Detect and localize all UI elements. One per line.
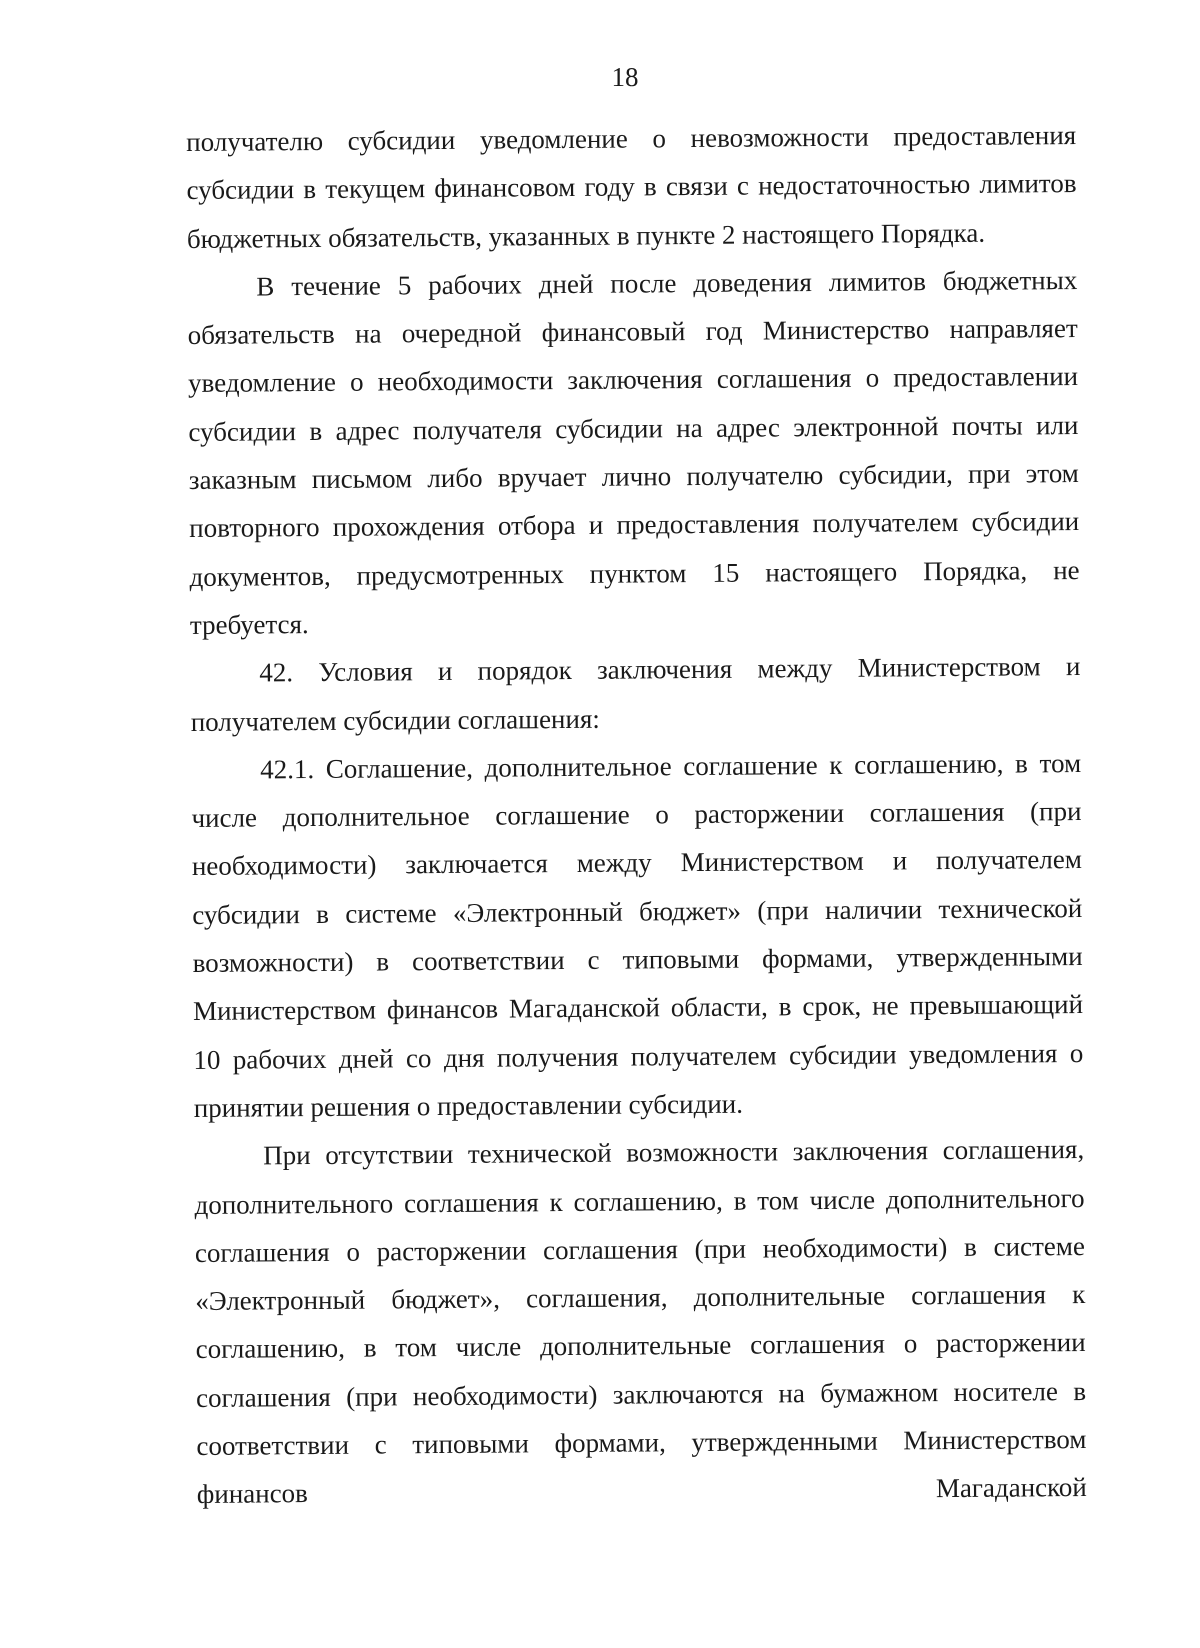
paragraph-item-42: 42. Условия и порядок заключения между Министерством и получателем субсидии соглашения: — [190, 651, 1081, 737]
paragraph-item-42-1: 42.1. Соглашение, дополнительное соглашение к соглашению, в том числе дополнительное соглашение о расторжении соглашения (при необходимости) заключается между Министерством и получателем субсидии в системе «Электронный бюджет» (при наличии технической возможности) в соответствии с типовыми формами, утвержденными Министерством финансов Магаданской области, в срок, не превышающий 10 рабочих дней со дня получения получателем субсидии уведомления о принятии решения о предоставлении субсидии. — [191, 747, 1084, 1123]
paragraph-continuation: получателю субсидии уведомление о невозможности предоставления субсидии в текущем финансовом году в связи с недостаточностью лимитов бюджетных обязательств, указанных в пункте 2 настоящего Порядка. — [186, 120, 1077, 254]
paragraph-notification: В течение 5 рабочих дней после доведения лимитов бюджетных обязательств на очередной финансовый год Министерство направляет уведомление о необходимости заключения соглашения о предоставлении субсидии в адрес получателя субсидии на адрес электронной почты или заказным письмом либо вручает лично получателю субсидии, при этом повторного прохождения отбора и предоставления получателем субсидии документов, предусмотренных пунктом 15 настоящего Порядка, не требуется. — [187, 264, 1080, 640]
document-body — [186, 111, 1087, 1519]
paragraph-no-technical-possibility: При отсутствии технической возможности заключения соглашения, дополнительного соглашения к соглашению, в том числе дополнительного соглашения о расторжении соглашения (при необходимости) в системе «Электронный бюджет», соглашения, дополнительные соглашения к соглашению, в том числе дополнительные соглашения о расторжении соглашения (при необходимости) заключаются на бумажном носителе в соответствии с типовыми формами, утвержденными Министерством финансов Магаданской — [194, 1134, 1087, 1510]
page-number: 18 — [611, 62, 639, 92]
